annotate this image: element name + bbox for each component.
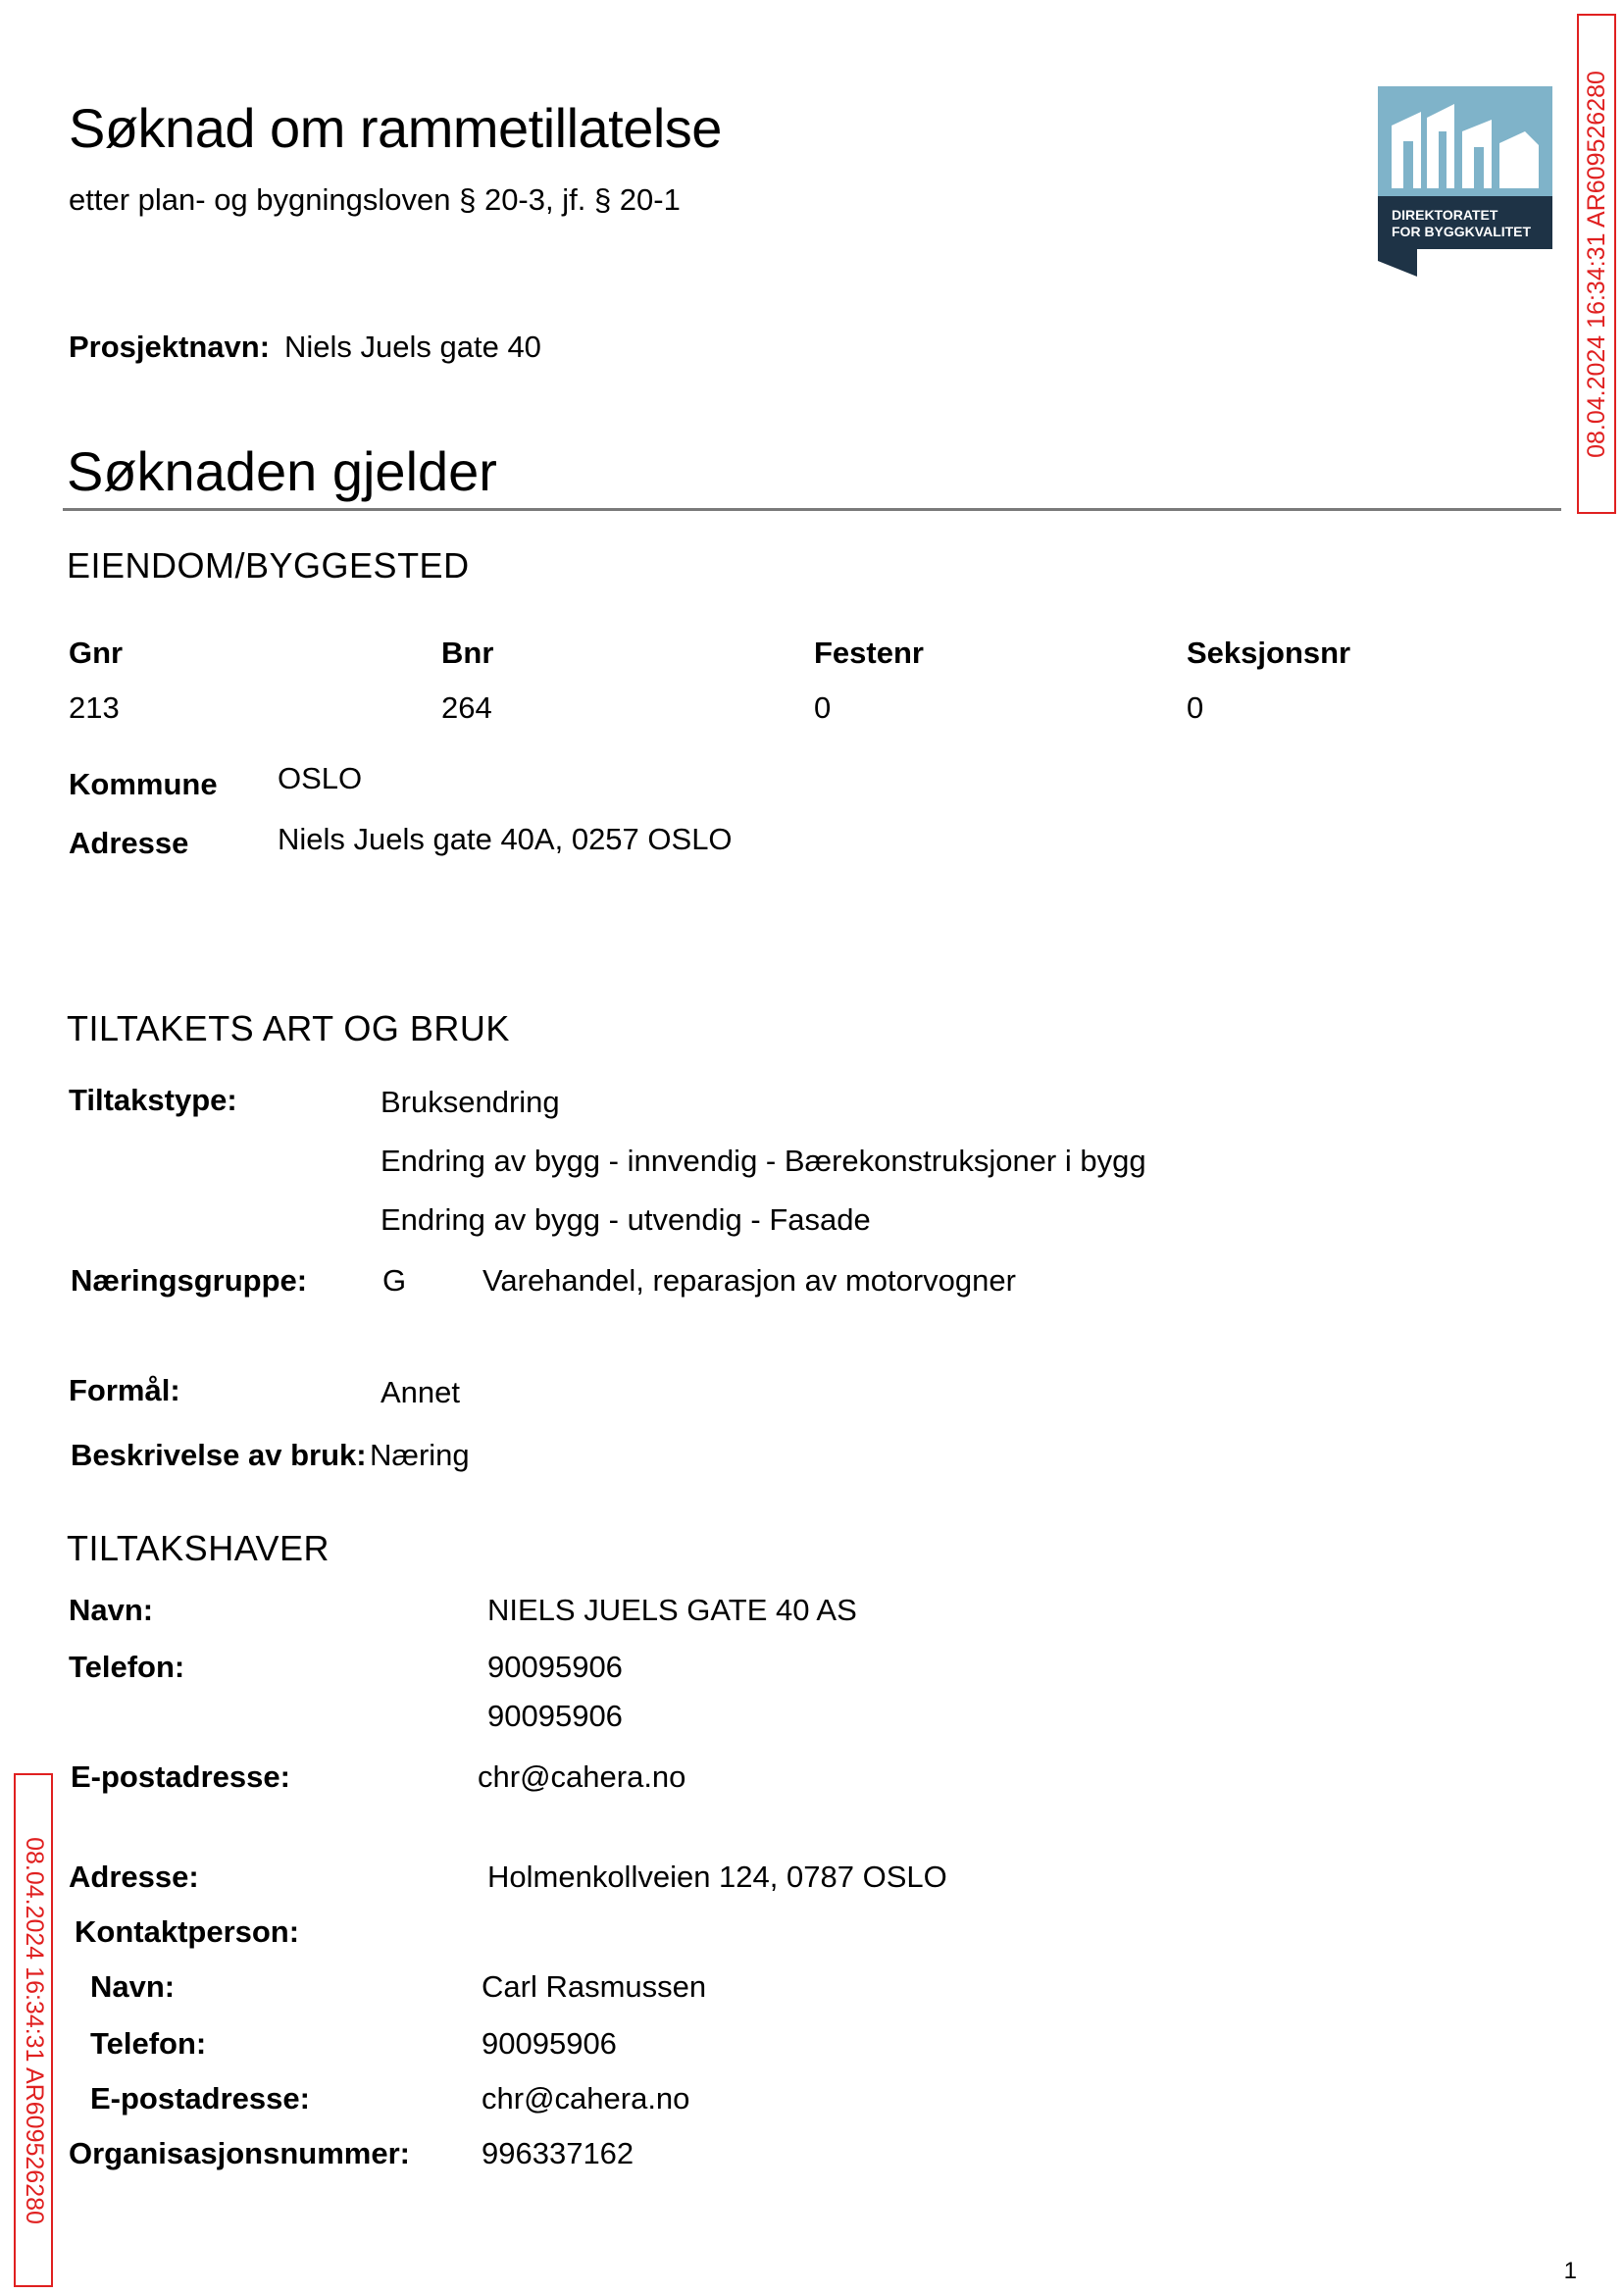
measure-type-item: Bruksendring xyxy=(381,1085,560,1119)
archive-stamp-bottom xyxy=(14,1773,53,2287)
contact-phone-label: Telefon: xyxy=(90,2026,207,2061)
seksjonsnr-label: Seksjonsnr xyxy=(1187,636,1351,670)
owner-email-label: E-postadresse: xyxy=(71,1759,290,1794)
owner-address-value: Holmenkollveien 124, 0787 OSLO xyxy=(487,1860,947,1894)
section-title: Søknaden gjelder xyxy=(67,440,497,502)
dibk-logo xyxy=(1378,86,1552,277)
festenr-value: 0 xyxy=(814,690,832,725)
adresse-label: Adresse xyxy=(69,826,189,860)
logo-text-line1: DIREKTORATET xyxy=(1392,207,1498,223)
contact-email-label: E-postadresse: xyxy=(90,2081,310,2116)
measure-type-label: Tiltakstype: xyxy=(69,1083,237,1117)
kommune-value: OSLO xyxy=(278,761,363,795)
owner-name-value: NIELS JUELS GATE 40 AS xyxy=(487,1593,857,1627)
owner-address-label: Adresse: xyxy=(69,1860,199,1894)
industry-group-code: G xyxy=(382,1263,407,1298)
archive-stamp-text: 08.04.2024 16:34:31 AR609526280 xyxy=(20,1836,48,2224)
purpose-label: Formål: xyxy=(69,1373,180,1407)
kommune-label: Kommune xyxy=(69,767,218,801)
contact-phone-value: 90095906 xyxy=(482,2026,617,2061)
archive-stamp-text: 08.04.2024 16:34:31 AR609526280 xyxy=(1582,70,1610,458)
owner-name-label: Navn: xyxy=(69,1593,154,1627)
project-name-label: Prosjektnavn: xyxy=(69,330,271,364)
industry-group-value: Varehandel, reparasjon av motorvogner xyxy=(482,1263,1016,1298)
festenr-label: Festenr xyxy=(814,636,924,670)
project-name-value: Niels Juels gate 40 xyxy=(284,330,541,364)
purpose-value: Annet xyxy=(381,1375,461,1409)
measure-type-item: Endring av bygg - utvendig - Fasade xyxy=(381,1202,871,1237)
industry-group-label: Næringsgruppe: xyxy=(71,1263,308,1298)
section-divider xyxy=(63,508,1561,511)
gnr-label: Gnr xyxy=(69,636,124,670)
contact-name-value: Carl Rasmussen xyxy=(482,1969,707,2004)
owner-phone-label: Telefon: xyxy=(69,1650,185,1684)
seksjonsnr-value: 0 xyxy=(1187,690,1204,725)
contact-email-value: chr@cahera.no xyxy=(482,2081,690,2116)
measure-heading: TILTAKETS ART OG BRUK xyxy=(67,1008,510,1048)
owner-phone-value: 90095906 xyxy=(487,1650,623,1684)
contact-name-label: Navn: xyxy=(90,1969,176,2004)
page-number: 1 xyxy=(1563,2258,1577,2284)
archive-stamp-top xyxy=(1577,14,1616,514)
measure-type-item: Endring av bygg - innvendig - Bærekonstruksjoner i bygg xyxy=(381,1144,1146,1178)
owner-heading: TILTAKSHAVER xyxy=(67,1528,330,1568)
adresse-value: Niels Juels gate 40A, 0257 OSLO xyxy=(278,822,733,856)
use-description-label: Beskrivelse av bruk: xyxy=(71,1438,367,1472)
logo-text-line2: FOR BYGGKVALITET xyxy=(1392,224,1532,239)
dibk-logo-graphic xyxy=(1378,86,1552,277)
owner-phone-value-secondary: 90095906 xyxy=(487,1699,623,1733)
document-title: Søknad om rammetillatelse xyxy=(69,97,722,159)
org-number-value: 996337162 xyxy=(482,2136,634,2170)
document-subtitle: etter plan- og bygningsloven § 20-3, jf. § 20-1 xyxy=(69,182,681,217)
org-number-label: Organisasjonsnummer: xyxy=(69,2136,410,2170)
bnr-value: 264 xyxy=(441,690,492,725)
gnr-value: 213 xyxy=(69,690,120,725)
use-description-value: Næring xyxy=(370,1438,470,1472)
property-heading: EIENDOM/BYGGESTED xyxy=(67,545,470,586)
owner-email-value: chr@cahera.no xyxy=(478,1759,686,1794)
contact-person-label: Kontaktperson: xyxy=(75,1914,300,1949)
bnr-label: Bnr xyxy=(441,636,494,670)
